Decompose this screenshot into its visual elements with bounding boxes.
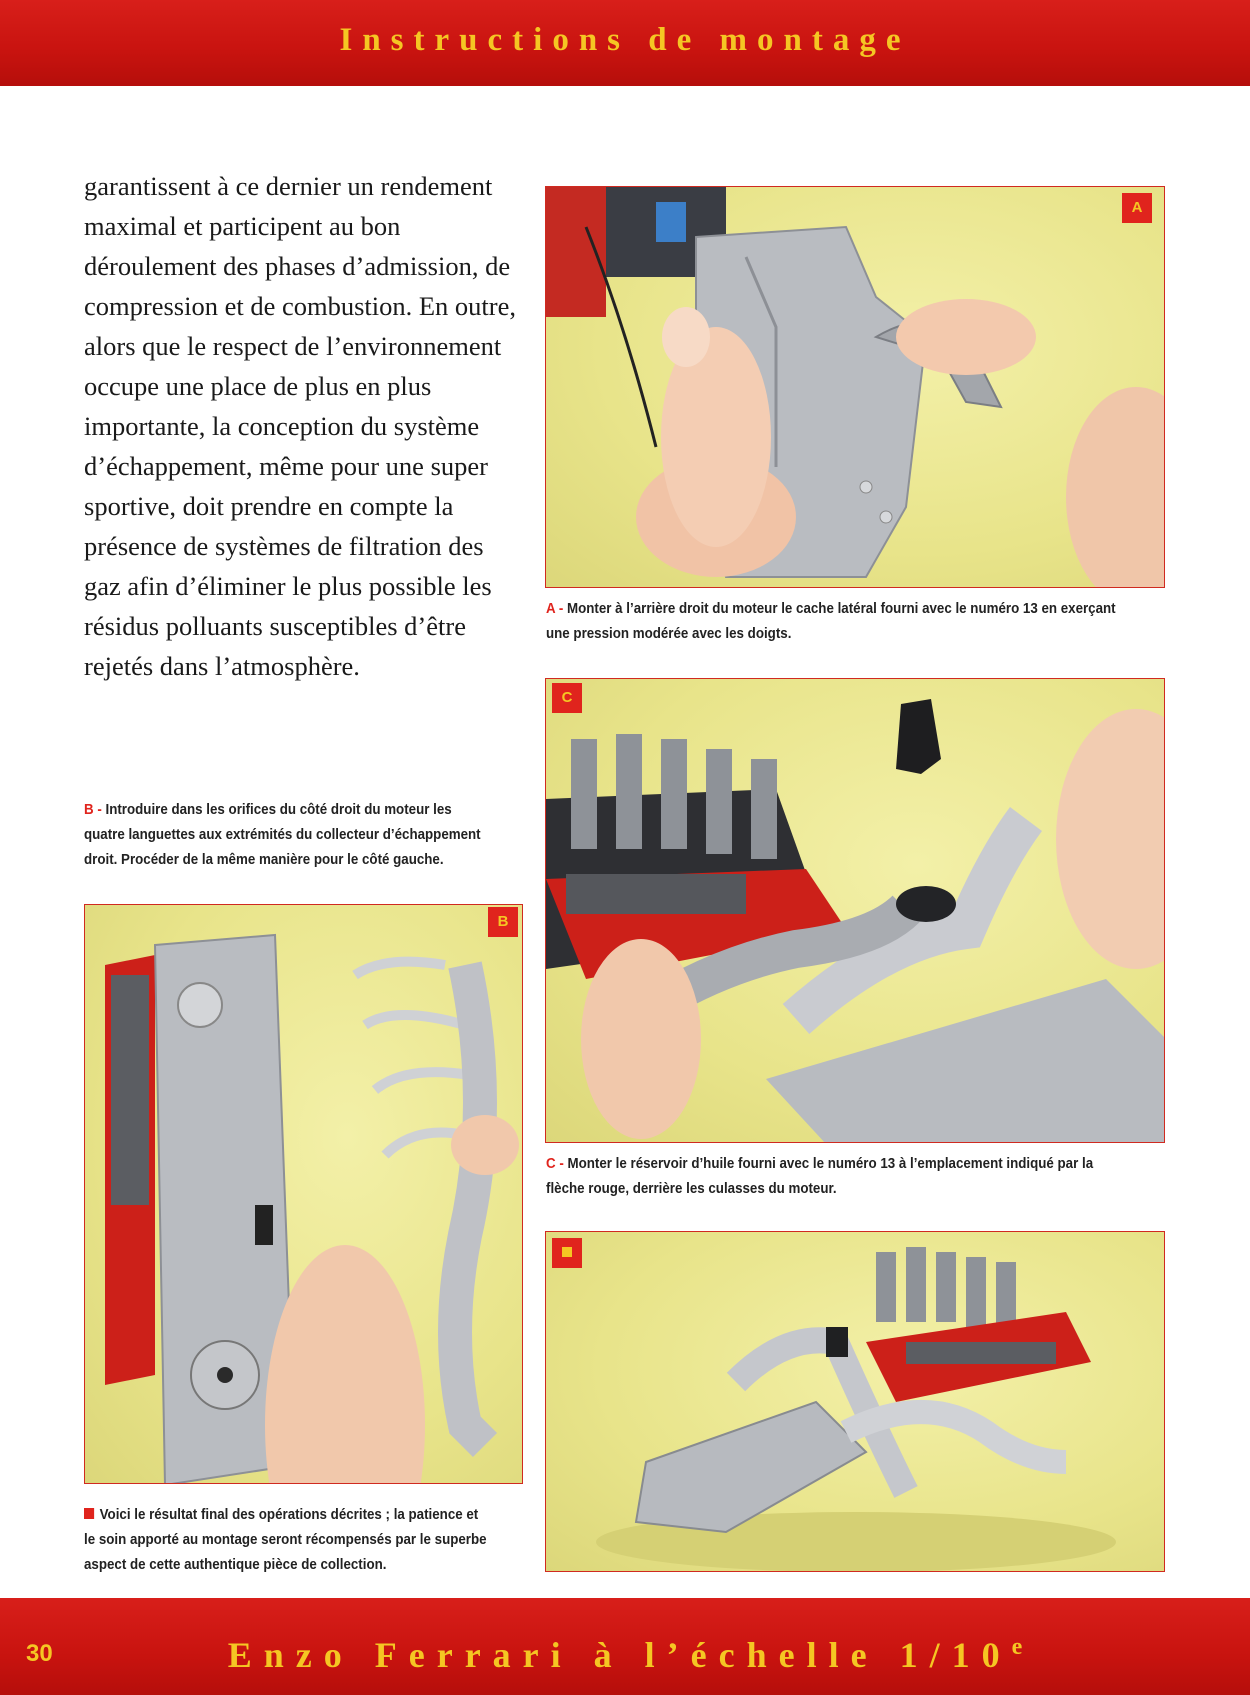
- caption-b-prefix: B -: [84, 802, 102, 818]
- caption-c-text: Monter le réservoir d’huile fourni avec le numéro 13 à l’emplacement indiqué par la flèche rouge, derrière les culasses du moteur.: [546, 1156, 1094, 1197]
- square-icon: [562, 1247, 572, 1257]
- photo-a-illustration: [546, 187, 1165, 588]
- page-number: 30: [26, 1640, 53, 1667]
- photo-b-illustration: [85, 905, 523, 1484]
- caption-a-prefix: A -: [546, 601, 564, 617]
- photo-c-badge: C: [552, 683, 582, 713]
- body-text: garantissent à ce dernier un rendement maximal et participent au bon déroulement des phases d’admission, de compression et de combustion. En outre, alors que le respect de l’environnement occupe une place de plus en plus importante, la conception du système d’échappement, même pour une super sportive, doit prendre en compte la présence de systèmes de filtration des gaz afin d’éliminer le plus possible les résidus polluants susceptibles d’être rejetés dans l’atmosphère.: [84, 171, 517, 681]
- footer-title-sup: e: [1011, 1634, 1023, 1660]
- photo-final-badge: [552, 1238, 582, 1268]
- photo-a: [545, 186, 1165, 588]
- photo-b-badge: B: [488, 907, 518, 937]
- photo-c-illustration: [546, 679, 1165, 1143]
- caption-c-prefix: C -: [546, 1156, 564, 1172]
- caption-final-text: Voici le résultat final des opérations décrites ; la patience et le soin apporté au montage seront récompensés par le superbe aspect de cette authentique pièce de collection.: [84, 1507, 487, 1573]
- photo-final: [545, 1231, 1165, 1572]
- caption-b-text: Introduire dans les orifices du côté droit du moteur les quatre languettes aux extrémités du collecteur d’échappement droit. Procéder de la même manière pour le côté gauche.: [84, 802, 481, 868]
- caption-b: [84, 798, 489, 873]
- footer-band: [0, 1598, 1250, 1695]
- photo-c: [545, 678, 1165, 1143]
- caption-final: [84, 1503, 489, 1578]
- footer-title-text: Enzo Ferrari à l’échelle 1/10: [227, 1635, 1012, 1675]
- caption-a-text: Monter à l’arrière droit du moteur le cache latéral fourni avec le numéro 13 en exerçant une pression modérée avec les doigts.: [546, 601, 1116, 642]
- photo-b: [84, 904, 523, 1484]
- header-band: [0, 0, 1250, 86]
- square-bullet-icon: [84, 1508, 94, 1519]
- footer-title: [0, 1634, 1250, 1676]
- caption-a: [546, 597, 1135, 647]
- caption-c: [546, 1152, 1135, 1202]
- photo-final-illustration: [546, 1232, 1165, 1572]
- header-title: Instructions de montage: [339, 22, 911, 58]
- photo-a-badge: A: [1122, 193, 1152, 223]
